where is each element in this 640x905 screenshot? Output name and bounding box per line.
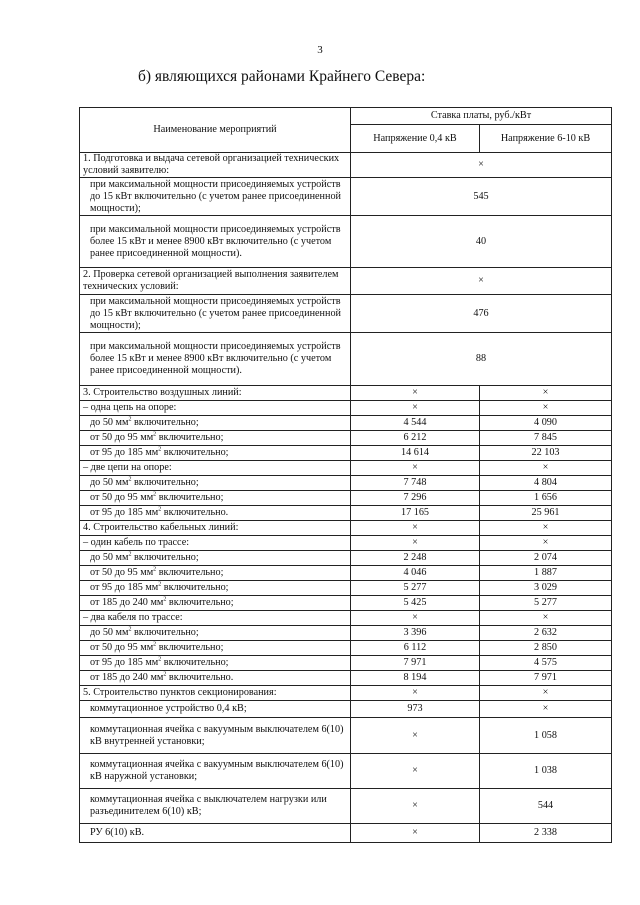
cell-voltage-610: 2 850 bbox=[480, 641, 612, 656]
table-row bbox=[80, 295, 612, 333]
cell-voltage-610: 5 277 bbox=[480, 596, 612, 611]
cell-voltage-04: 2 248 bbox=[351, 551, 480, 566]
cell-voltage-610: 4 575 bbox=[480, 656, 612, 671]
row-value: 476 bbox=[351, 295, 612, 333]
table-row bbox=[80, 596, 612, 611]
row-label: коммутационная ячейка с вакуумным выключателем 6(10) кВ внутренней установки; bbox=[80, 718, 351, 754]
row-value: × bbox=[351, 268, 612, 295]
cell-voltage-610: × bbox=[480, 611, 612, 626]
row-label: до 50 $мм^2$ включительно; bbox=[80, 416, 351, 431]
cell-voltage-04: 7 748 bbox=[351, 476, 480, 491]
row-label: от 50 до 95 $мм^2$ включительно; bbox=[80, 491, 351, 506]
row-label: 2. Проверка сетевой организацией выполнения заявителем технических условий: bbox=[80, 268, 351, 295]
cell-voltage-04: 7 296 bbox=[351, 491, 480, 506]
cell-voltage-04: 7 971 bbox=[351, 656, 480, 671]
cell-voltage-610: × bbox=[480, 686, 612, 701]
cell-voltage-04: 973 bbox=[351, 701, 480, 718]
cell-voltage-04: × bbox=[351, 686, 480, 701]
cell-voltage-610: 2 338 bbox=[480, 824, 612, 843]
row-label: от 95 до 185 $мм^2$ включительно. bbox=[80, 506, 351, 521]
cell-voltage-610: 2 074 bbox=[480, 551, 612, 566]
cell-voltage-04: 6 112 bbox=[351, 641, 480, 656]
table-row bbox=[80, 268, 612, 295]
row-label: 4. Строительство кабельных линий: bbox=[80, 521, 351, 536]
table-row bbox=[80, 333, 612, 386]
row-label: 5. Строительство пунктов секционирования: bbox=[80, 686, 351, 701]
cell-voltage-04: 14 614 bbox=[351, 446, 480, 461]
cell-voltage-610: 4 090 bbox=[480, 416, 612, 431]
table-row bbox=[80, 506, 612, 521]
row-label: от 50 до 95 $мм^2$ включительно; bbox=[80, 431, 351, 446]
row-value: 40 bbox=[351, 216, 612, 268]
cell-voltage-04: × bbox=[351, 718, 480, 754]
row-label: до 50 $мм^2$ включительно; bbox=[80, 476, 351, 491]
row-label: при максимальной мощности присоединяемых устройств более 15 кВт и менее 8900 кВт включительно (с учетом ранее присоединенной мощности). bbox=[80, 333, 351, 386]
cell-voltage-610: 1 038 bbox=[480, 754, 612, 789]
row-label: РУ 6(10) кВ. bbox=[80, 824, 351, 843]
cell-voltage-04: × bbox=[351, 386, 480, 401]
row-value: 88 bbox=[351, 333, 612, 386]
cell-voltage-04: × bbox=[351, 824, 480, 843]
row-value: × bbox=[351, 153, 612, 178]
header-activity-name: Наименование мероприятий bbox=[80, 108, 351, 153]
row-label: – один кабель по трассе: bbox=[80, 536, 351, 551]
cell-voltage-04: 3 396 bbox=[351, 626, 480, 641]
cell-voltage-610: 7 845 bbox=[480, 431, 612, 446]
cell-voltage-04: 17 165 bbox=[351, 506, 480, 521]
cell-voltage-04: 8 194 bbox=[351, 671, 480, 686]
row-label: от 50 до 95 $мм^2$ включительно; bbox=[80, 641, 351, 656]
cell-voltage-610: 544 bbox=[480, 789, 612, 824]
table-row bbox=[80, 536, 612, 551]
row-label: при максимальной мощности присоединяемых устройств более 15 кВт и менее 8900 кВт включительно (с учетом ранее присоединенной мощности). bbox=[80, 216, 351, 268]
cell-voltage-04: 5 277 bbox=[351, 581, 480, 596]
cell-voltage-610: × bbox=[480, 521, 612, 536]
cell-voltage-04: × bbox=[351, 536, 480, 551]
row-label: от 185 до 240 $мм^2$ включительно. bbox=[80, 671, 351, 686]
table-row bbox=[80, 216, 612, 268]
row-label: – два кабеля по трассе: bbox=[80, 611, 351, 626]
table-row bbox=[80, 461, 612, 476]
rates-table bbox=[79, 107, 612, 843]
table-row bbox=[80, 431, 612, 446]
cell-voltage-04: 4 544 bbox=[351, 416, 480, 431]
cell-voltage-610: × bbox=[480, 536, 612, 551]
cell-voltage-610: 3 029 bbox=[480, 581, 612, 596]
table-row bbox=[80, 153, 612, 178]
cell-voltage-610: 25 961 bbox=[480, 506, 612, 521]
cell-voltage-610: 1 656 bbox=[480, 491, 612, 506]
row-label: 1. Подготовка и выдача сетевой организацией технических условий заявителю: bbox=[80, 153, 351, 178]
page-number: 3 bbox=[317, 44, 323, 56]
table-row bbox=[80, 178, 612, 216]
cell-voltage-610: 22 103 bbox=[480, 446, 612, 461]
row-value: 545 bbox=[351, 178, 612, 216]
row-label: до 50 $мм^2$ включительно; bbox=[80, 551, 351, 566]
table-row bbox=[80, 476, 612, 491]
header-rate: Ставка платы, руб./кВт bbox=[351, 108, 612, 125]
table-row bbox=[80, 581, 612, 596]
table-row bbox=[80, 701, 612, 718]
cell-voltage-04: × bbox=[351, 401, 480, 416]
section-subtitle: б) являющихся районами Крайнего Севера: bbox=[138, 68, 426, 85]
row-label: при максимальной мощности присоединяемых устройств до 15 кВт включительно (с учетом ранее присоединенной мощности); bbox=[80, 295, 351, 333]
row-label: от 185 до 240 $мм^2$ включительно; bbox=[80, 596, 351, 611]
row-label: от 50 до 95 $мм^2$ включительно; bbox=[80, 566, 351, 581]
cell-voltage-610: 2 632 bbox=[480, 626, 612, 641]
row-label: до 50 $мм^2$ включительно; bbox=[80, 626, 351, 641]
row-label: от 95 до 185 $мм^2$ включительно; bbox=[80, 446, 351, 461]
table-row bbox=[80, 626, 612, 641]
table-row bbox=[80, 611, 612, 626]
header-voltage-610: Напряжение 6-10 кВ bbox=[480, 125, 612, 153]
row-label: от 95 до 185 $мм^2$ включительно; bbox=[80, 656, 351, 671]
cell-voltage-04: 4 046 bbox=[351, 566, 480, 581]
cell-voltage-610: × bbox=[480, 701, 612, 718]
table-row bbox=[80, 718, 612, 754]
table-row bbox=[80, 491, 612, 506]
cell-voltage-04: × bbox=[351, 789, 480, 824]
table-row bbox=[80, 446, 612, 461]
cell-voltage-04: × bbox=[351, 521, 480, 536]
row-label: при максимальной мощности присоединяемых устройств до 15 кВт включительно (с учетом ранее присоединенной мощности); bbox=[80, 178, 351, 216]
cell-voltage-04: × bbox=[351, 754, 480, 789]
cell-voltage-610: 7 971 bbox=[480, 671, 612, 686]
table-row bbox=[80, 416, 612, 431]
row-label: коммутационная ячейка с вакуумным выключателем 6(10) кВ наружной установки; bbox=[80, 754, 351, 789]
cell-voltage-610: 1 887 bbox=[480, 566, 612, 581]
cell-voltage-04: 5 425 bbox=[351, 596, 480, 611]
row-label: – одна цепь на опоре: bbox=[80, 401, 351, 416]
cell-voltage-610: 1 058 bbox=[480, 718, 612, 754]
cell-voltage-610: 4 804 bbox=[480, 476, 612, 491]
table-row bbox=[80, 656, 612, 671]
row-label: от 95 до 185 $мм^2$ включительно; bbox=[80, 581, 351, 596]
table-row bbox=[80, 641, 612, 656]
table-row bbox=[80, 551, 612, 566]
row-label: 3. Строительство воздушных линий: bbox=[80, 386, 351, 401]
table-row bbox=[80, 671, 612, 686]
header-voltage-04: Напряжение 0,4 кВ bbox=[351, 125, 480, 153]
table-row bbox=[80, 686, 612, 701]
table-row bbox=[80, 401, 612, 416]
row-label: коммутационная ячейка с выключателем нагрузки или разъединителем 6(10) кВ; bbox=[80, 789, 351, 824]
cell-voltage-610: × bbox=[480, 461, 612, 476]
cell-voltage-04: × bbox=[351, 611, 480, 626]
table-row bbox=[80, 754, 612, 789]
cell-voltage-04: 6 212 bbox=[351, 431, 480, 446]
table-row bbox=[80, 521, 612, 536]
cell-voltage-610: × bbox=[480, 386, 612, 401]
cell-voltage-610: × bbox=[480, 401, 612, 416]
row-label: – две цепи на опоре: bbox=[80, 461, 351, 476]
table-row bbox=[80, 789, 612, 824]
cell-voltage-04: × bbox=[351, 461, 480, 476]
table-row bbox=[80, 566, 612, 581]
table-header-row bbox=[80, 108, 612, 125]
row-label: коммутационное устройство 0,4 кВ; bbox=[80, 701, 351, 718]
table-row bbox=[80, 386, 612, 401]
table-row bbox=[80, 824, 612, 843]
